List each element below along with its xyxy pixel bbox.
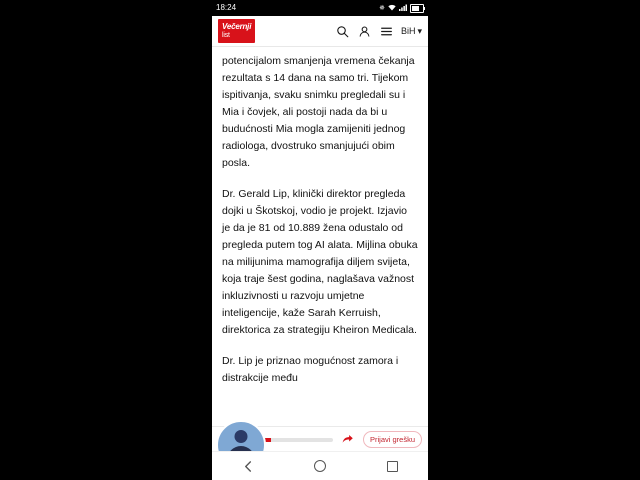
status-bar-left [216, 4, 236, 12]
wifi-icon [388, 4, 396, 13]
phone-screen [212, 0, 428, 480]
article-body[interactable] [212, 47, 428, 433]
signal-icon [399, 4, 407, 13]
site-logo-line1: Večernji [222, 22, 252, 31]
status-bar [212, 0, 428, 16]
account-icon[interactable] [357, 23, 373, 39]
app-header [212, 16, 428, 47]
avatar-head [235, 430, 248, 443]
article-paragraph: potencijalom smanjenja vremena čekanja rezultata s 14 dana na samo tri. Tijekom ispitivanja, svaku snimku pregledali su i Mia i čovjek, ali postoji nada da bi u budućnosti Mia mogla zamijeniti jednog radiologa, dvostruko smanjujući obim posla. [222, 55, 415, 169]
site-logo-line2: list [222, 32, 230, 39]
region-label: BiH [400, 26, 416, 36]
bluetooth-icon: ✵ [379, 4, 385, 12]
back-icon[interactable] [235, 456, 261, 476]
share-icon[interactable] [339, 431, 357, 449]
menu-icon[interactable] [379, 23, 395, 39]
report-error-button[interactable]: Prijavi grešku [363, 431, 422, 448]
region-selector[interactable] [401, 26, 422, 37]
home-icon[interactable] [307, 456, 333, 476]
recent-apps-icon[interactable] [379, 456, 405, 476]
article-paragraph: Dr. Gerald Lip, klinički direktor pregleda dojki u Škotskoj, vodio je projekt. Izjavio je da je 81 od 10.889 žena odustalo od pregleda putem tog AI alata. Mijlina obuka na milijunima mamografija diljem svijeta, koja traje šest godina, naglašava važnost inkluzivnosti u razvoju umjetne inteligencije, kaže Sarah Kerruish, direktorica za strategiju Kheiron Medicala. [222, 188, 418, 336]
chevron-down-icon: ▾ [417, 25, 422, 36]
system-nav-bar [212, 451, 428, 480]
article-paragraph: Dr. Lip je priznao mogućnost zamora i distrakcije među [222, 355, 399, 384]
search-icon[interactable] [335, 23, 351, 39]
status-bar-time: 18:24 [216, 3, 237, 12]
site-logo[interactable] [218, 19, 255, 43]
battery-icon [410, 4, 424, 13]
status-bar-right [379, 4, 424, 13]
